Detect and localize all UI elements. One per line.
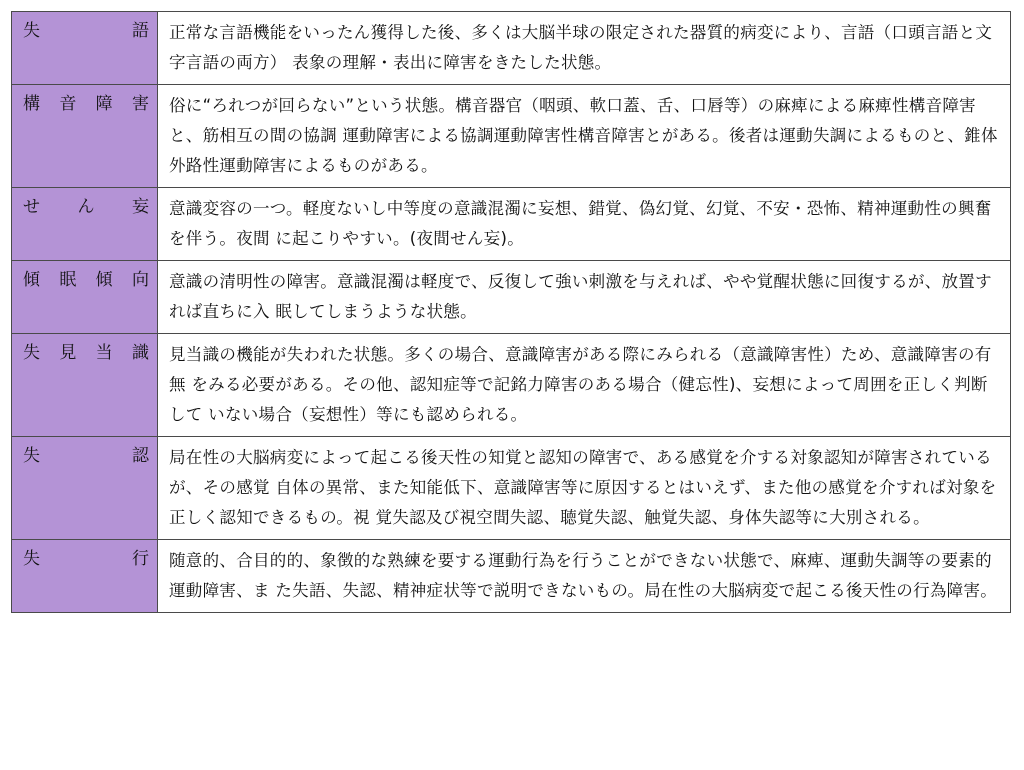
term-cell <box>12 261 158 334</box>
term-cell <box>12 334 158 437</box>
term-label: せ ん 妄 <box>23 197 151 217</box>
definition-cell: 意識の清明性の障害。意識混濁は軽度で、反復して強い刺激を与えれば、やや覚醒状態に回復するが、放置すれば直ちに入 眠してしまうような状態。 <box>158 261 1011 334</box>
definition-cell: 局在性の大脳病変によって起こる後天性の知覚と認知の障害で、ある感覚を介する対象認知が障害されているが、その感覚 自体の異常、また知能低下、意識障害等に原因するとはいえず、また他の感覚を介すれば対象を正しく認知できるもの。視 覚失認及び視空間失認、聴覚失認、触覚失認、身体失認等に大別される。 <box>158 437 1011 540</box>
definition-cell: 見当識の機能が失われた状態。多くの場合、意識障害がある際にみられる（意識障害性）ため、意識障害の有無 をみる必要がある。その他、認知症等で記銘力障害のある場合（健忘性)、妄想によって周囲を正しく判断して いない場合（妄想性）等にも認められる。 <box>158 334 1011 437</box>
glossary-row <box>12 540 1011 613</box>
term-label: 傾 眠 傾 向 <box>23 270 151 290</box>
glossary-row <box>12 437 1011 540</box>
term-label: 構 音 障 害 <box>23 94 151 114</box>
definition-cell: 随意的、合目的的、象徴的な熟練を要する運動行為を行うことができない状態で、麻痺、運動失調等の要素的運動障害、ま た失語、失認、精神症状等で説明できないもの。局在性の大脳病変で起こる後天性の行為障害。 <box>158 540 1011 613</box>
term-cell <box>12 540 158 613</box>
term-label: 失 語 <box>23 21 151 41</box>
glossary-row <box>12 261 1011 334</box>
definition-cell: 意識変容の一つ。軽度ないし中等度の意識混濁に妄想、錯覚、偽幻覚、幻覚、不安・恐怖、精神運動性の興奮を伴う。夜間 に起こりやすい。(夜間せん妄)。 <box>158 188 1011 261</box>
term-label: 失 認 <box>23 446 151 466</box>
term-cell <box>12 188 158 261</box>
glossary-row <box>12 334 1011 437</box>
term-label: 失 見 当 識 <box>23 343 151 363</box>
term-label: 失 行 <box>23 549 151 569</box>
glossary-table <box>11 11 1011 613</box>
glossary-row <box>12 12 1011 85</box>
definition-cell: 俗に“ろれつが回らない”という状態。構音器官（咽頭、軟口蓋、舌、口唇等）の麻痺による麻痺性構音障害と、筋相互の間の協調 運動障害による協調運動障害性構音障害とがある。後者は運動失調によるものと、錐体外路性運動障害によるものがある。 <box>158 85 1011 188</box>
term-cell <box>12 85 158 188</box>
term-cell <box>12 12 158 85</box>
definition-cell: 正常な言語機能をいったん獲得した後、多くは大脳半球の限定された器質的病変により、言語（口頭言語と文字言語の両方） 表象の理解・表出に障害をきたした状態。 <box>158 12 1011 85</box>
glossary-body <box>12 12 1011 613</box>
glossary-row <box>12 85 1011 188</box>
glossary-row <box>12 188 1011 261</box>
term-cell <box>12 437 158 540</box>
